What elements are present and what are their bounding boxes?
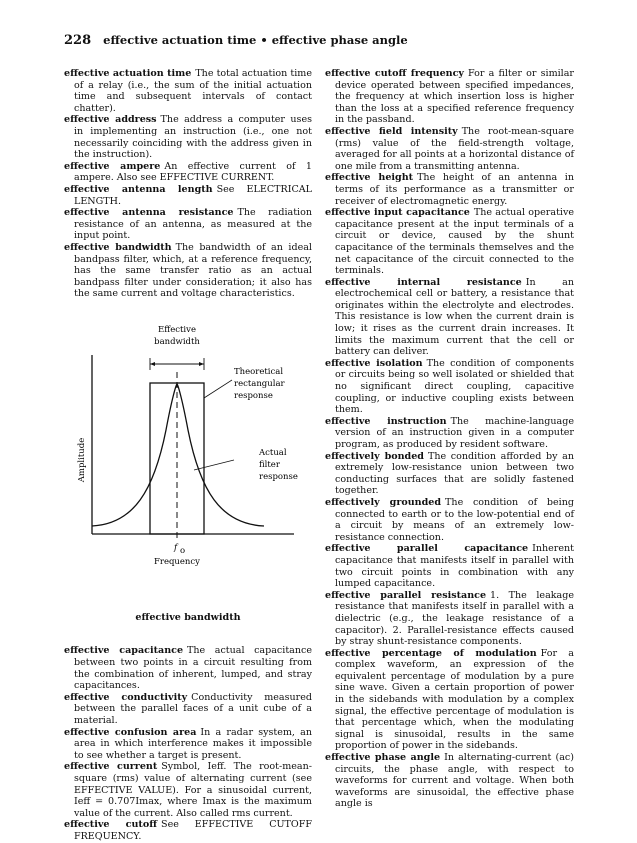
- entry-definition: An effective current of 1 ampere. Also see EFFECTIVE CURRENT.: [74, 160, 312, 184]
- left-bottom-entries: [64, 645, 312, 842]
- dictionary-entry: [325, 358, 574, 416]
- entry-term: effective conductivity: [64, 691, 188, 703]
- dictionary-entry: [325, 590, 574, 648]
- dictionary-entry: [325, 416, 574, 451]
- label-effective: Effective: [157, 324, 197, 335]
- actual-response-curve: [92, 384, 264, 526]
- dictionary-entry: [325, 68, 574, 126]
- dictionary-entry: [325, 543, 574, 589]
- entry-definition: The total actuation time of a relay (i.e., the sum of the initial actuation time and subsequent intervals of contact chatter).: [74, 68, 313, 114]
- right-entries: [325, 68, 574, 810]
- entry-term: effective field intensity: [325, 125, 458, 137]
- dictionary-entry: [64, 207, 312, 242]
- entry-definition: For a filter or similar device operated between specified impedances, the frequency at which insertion loss is higher than the loss at a specified reference frequency in the passband.: [335, 68, 574, 126]
- dictionary-entry: [64, 68, 312, 114]
- entry-term: effectively bonded: [325, 450, 424, 462]
- entry-definition: Inherent capacitance that manifests itself in parallel with two circuit points in combination with any lumped capacitance.: [335, 543, 574, 590]
- dictionary-entry: [64, 761, 312, 819]
- dictionary-entry: [64, 114, 312, 160]
- dictionary-entry: [325, 648, 574, 752]
- running-title: effective actuation time • effective phase angle: [103, 33, 408, 47]
- entry-term: effective cutoff frequency: [325, 68, 464, 79]
- label-filter: filter: [259, 459, 280, 470]
- entry-definition: The radiation resistance of an antenna, as measured at the input point.: [74, 207, 312, 242]
- entry-definition: Conductivity measured between the parallel faces of a unit cube of a material.: [74, 691, 312, 727]
- dictionary-entry: [64, 161, 312, 184]
- figure-caption: effective bandwidth: [135, 611, 241, 623]
- entry-definition: The root-mean-square (rms) value of the field-strength voltage, averaged for all points at a horizontal distance of one mile from a transmitting antenna.: [335, 125, 574, 172]
- entry-term: effectively grounded: [325, 496, 442, 508]
- dictionary-entry: [325, 126, 574, 172]
- entry-definition: The condition of components or circuits being so well isolated or shielded that no significant direct coupling, capacitive coupling, or inductive coupling exists between them.: [335, 357, 574, 416]
- entry-definition: The bandwidth of an ideal bandpass filter, which, at a reference frequency, has the same transfer ratio as an actual bandpass filter under consideration; it also has the same current and voltage characteristics.: [74, 241, 312, 300]
- entry-term: effective confusion area: [64, 726, 197, 738]
- dictionary-entry: [325, 172, 574, 207]
- entry-definition: See ELECTRICAL LENGTH.: [74, 183, 313, 207]
- label-response: response: [234, 390, 273, 401]
- dictionary-entry: [325, 277, 574, 358]
- dictionary-entry: [325, 451, 574, 497]
- entry-definition: The condition of being connected to earth or to the low-potential end of a circuit by means of an extremely low-resistance connection.: [335, 496, 574, 543]
- dictionary-entry: [325, 207, 574, 277]
- label-bandwidth: bandwidth: [154, 336, 200, 347]
- dictionary-entry: [64, 242, 312, 300]
- bandwidth-diagram: [64, 310, 312, 600]
- effective-bandwidth-figure: [64, 310, 312, 610]
- entry-term: effective address: [64, 114, 157, 126]
- page-number: 228: [64, 33, 92, 48]
- right-column: [325, 68, 574, 810]
- left-top-entries: [64, 68, 312, 300]
- dictionary-entry: [325, 752, 574, 810]
- entry-definition: The height of an antenna in terms of its performance as a transmitter or receiver of electromagnetic energy.: [335, 172, 574, 207]
- entry-term: effective instruction: [325, 415, 447, 427]
- dictionary-entry: [64, 645, 312, 691]
- entry-term: effective current: [64, 761, 158, 773]
- label-actual: Actual: [259, 447, 287, 458]
- dictionary-entry: [64, 184, 312, 207]
- dictionary-entry: [325, 497, 574, 543]
- left-column: [64, 68, 312, 843]
- entry-term: effective parallel capacitance: [325, 543, 529, 555]
- page-header: [64, 33, 408, 48]
- entry-term: effective parallel resistance: [325, 589, 487, 601]
- entry-term: effective capacitance: [64, 645, 184, 657]
- entry-term: effective cutoff: [64, 819, 158, 831]
- entry-term: effective phase angle: [325, 752, 441, 764]
- entry-term: effective percentage of modulation: [325, 647, 537, 659]
- entry-term: effective antenna length: [64, 183, 213, 195]
- label-response-2: response: [259, 471, 298, 482]
- entry-term: effective ampere: [64, 160, 161, 172]
- entry-definition: In a radar system, an area in which interference makes it impossible to see whether a target is present.: [74, 726, 313, 761]
- label-frequency: Frequency: [154, 556, 200, 567]
- label-amplitude: Amplitude: [77, 437, 87, 483]
- entry-definition: 1. The leakage resistance that manifests itself in parallel with a dielectric (e.g., the leakage resistance of a capacitor). 2. Parallel-resistance effects caused by stray shunt-resistance components.: [335, 589, 574, 648]
- entry-definition: See EFFECTIVE CUTOFF FREQUENCY.: [74, 819, 312, 842]
- label-o: o: [180, 545, 186, 556]
- dictionary-entry: [64, 819, 312, 842]
- entry-definition: The condition afforded by an extremely low-resistance union between two conducting surfaces that are solidly fastened together.: [335, 450, 574, 497]
- dictionary-entry: [64, 727, 312, 762]
- entry-term: effective actuation time: [64, 68, 192, 79]
- entry-term: effective internal resistance: [325, 276, 522, 288]
- entry-definition: The actual capacitance between two points in a circuit resulting from the combination of inherent, lumped, and stray capacitances.: [74, 645, 312, 692]
- entry-definition: In alternating-current (ac) circuits, the phase angle, with respect to waveforms for current and voltage. When both waveforms are sinusoidal, the effective phase angle is: [335, 752, 575, 810]
- entry-definition: The machine-language version of an instruction given in a computer program, as produced by resident software.: [335, 415, 575, 450]
- entry-term: effective antenna resistance: [64, 207, 234, 219]
- label-theoretical: Theoretical: [234, 366, 284, 377]
- entry-definition: The actual operative capacitance present at the input terminals of a circuit or device, caused by the shunt capacitance of the terminals themselves and the net capacitance of the circuit connected to the terminals.: [335, 207, 574, 277]
- entry-definition: In an electrochemical cell or battery, a resistance that originates within the electrolyte and electrodes. This resistance is low when the current drain is low; it rises as the current drain increases. It limits the maximum current that the cell or battery can deliver.: [335, 276, 574, 358]
- dictionary-entry: [64, 692, 312, 727]
- entry-term: effective isolation: [325, 357, 423, 369]
- label-rectangular: rectangular: [234, 378, 285, 389]
- entry-term: effective height: [325, 172, 414, 184]
- entry-definition: For a complex waveform, an expression of the equivalent percentage of modulation by a pure sine wave. Given a certain proportion of power in the sidebands with modulation by a complex signal, the effective percentage of modulation is that percentage which, when the modulating signal is sinusoidal, results in the same proportion of power in the sidebands.: [335, 647, 574, 752]
- entry-definition: Symbol, Ieff. The root-mean-square (rms) value of alternating current (see EFFECTIVE VALUE). For a sinusoidal current, Ieff = 0.707Imax, where Imax is the maximum value of the current. Also called rms current.: [74, 761, 312, 819]
- label-f: f: [174, 542, 178, 553]
- entry-definition: The address a computer uses in implementing an instruction (i.e., one not necessarily coinciding with the address given in the instruction).: [74, 114, 312, 161]
- entry-term: effective input capacitance: [325, 207, 470, 219]
- entry-term: effective bandwidth: [64, 241, 172, 253]
